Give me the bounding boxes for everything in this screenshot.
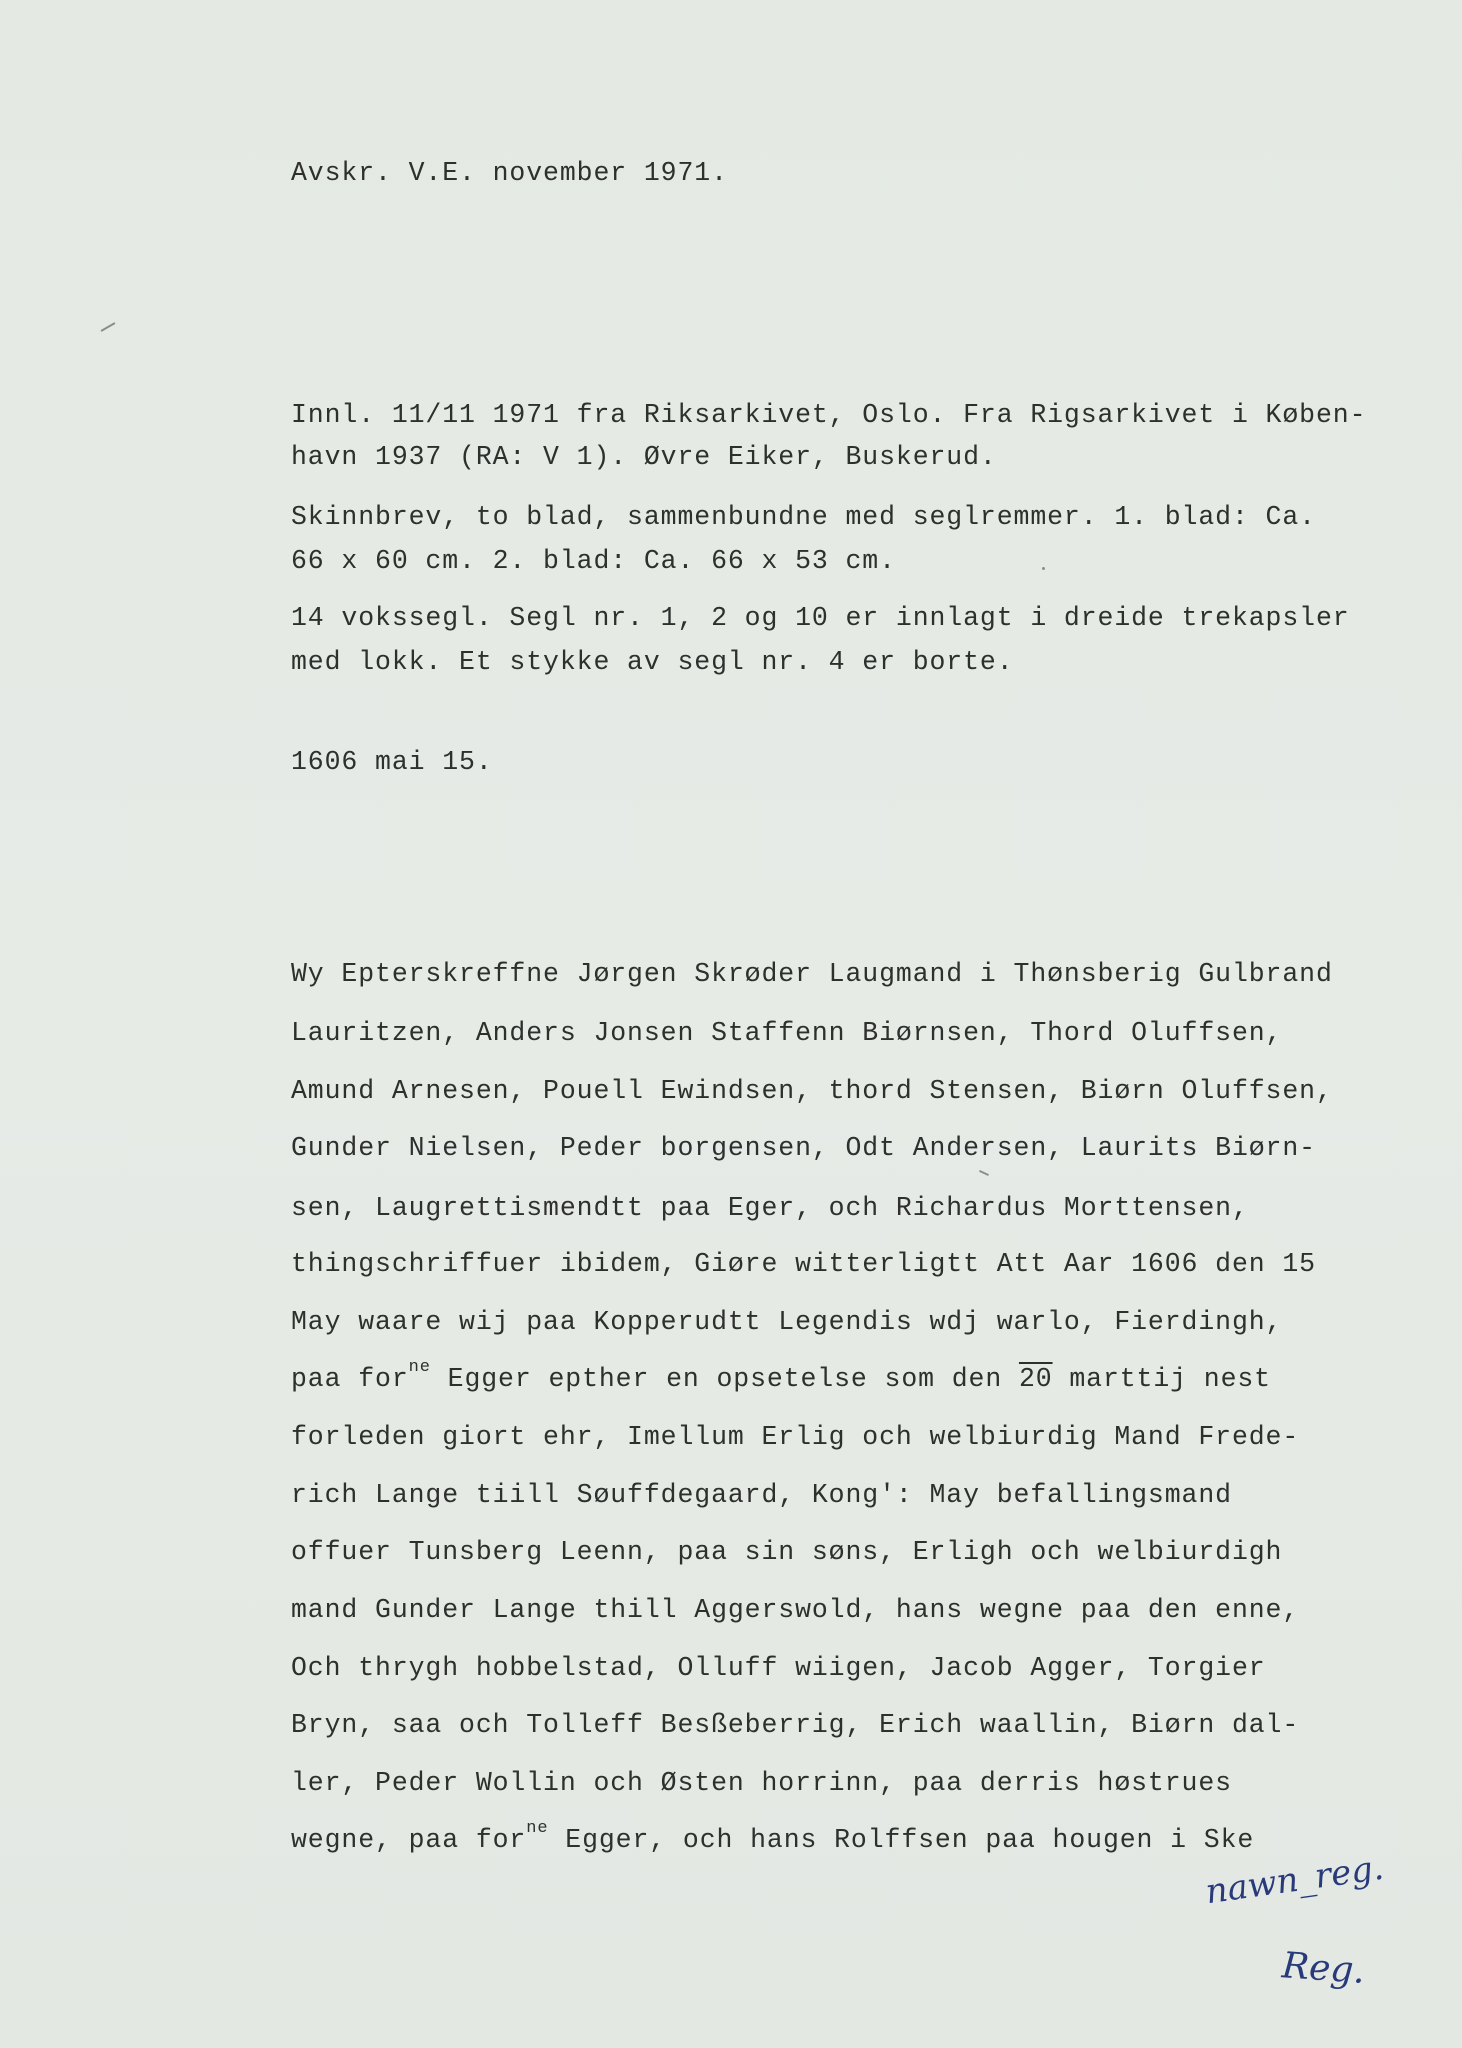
body-line-15: ler, Peder Wollin och Østen horrinn, paa derris høstrues (291, 1768, 1232, 1798)
body-line-1: Wy Epterskreffne Jørgen Skrøder Laugmand i Thønsberig Gulbrand (291, 959, 1333, 989)
body-line-9: forleden giort ehr, Imellum Erlig och welbiurdig Mand Frede- (291, 1422, 1300, 1452)
body-line-5: sen, Laugrettismendtt paa Eger, och Richardus Morttensen, (291, 1193, 1249, 1223)
body-line-16-part-a: wegne, paa for (291, 1825, 527, 1855)
paper-mark (101, 322, 116, 332)
body-line-12: mand Gunder Lange thill Aggerswold, hans wegne paa den enne, (291, 1595, 1300, 1625)
overlined-number: 20 (1018, 1364, 1053, 1394)
handwritten-note-name-register: nawn_reg. (1203, 1847, 1387, 1913)
body-line-7: May waare wij paa Kopperudtt Legendis wdj warlo, Fierdingh, (291, 1307, 1283, 1337)
body-line-2: Lauritzen, Anders Jonsen Staffenn Biørnsen, Thord Oluffsen, (291, 1018, 1283, 1048)
body-line-4: Gunder Nielsen, Peder borgensen, Odt Andersen, Laurits Biørn- (291, 1133, 1316, 1163)
body-line-3: Amund Arnesen, Pouell Ewindsen, thord Stensen, Biørn Oluffsen, (291, 1076, 1333, 1106)
material-line-2: 66 x 60 cm. 2. blad: Ca. 66 x 53 cm. (291, 546, 896, 576)
paper-speck (1042, 567, 1045, 570)
body-line-8-part-b: Egger epther en opsetelse som den (430, 1364, 1019, 1394)
seals-line-2: med lokk. Et stykke av segl nr. 4 er borte. (291, 647, 1014, 677)
body-line-14: Bryn, saa och Tolleff Besßeberrig, Erich waallin, Biørn dal- (291, 1710, 1300, 1740)
body-line-8-part-c: marttij nest (1052, 1364, 1271, 1394)
superscript-ne: ne (408, 1358, 431, 1377)
material-line-1: Skinnbrev, to blad, sammenbundne med seglremmer. 1. blad: Ca. (291, 502, 1316, 532)
body-line-16 (291, 1819, 1255, 1855)
superscript-ne-2: ne (526, 1819, 549, 1838)
transcription-note: Avskr. V.E. november 1971. (291, 158, 728, 188)
body-line-10: rich Lange tiill Søuffdegaard, Kong': May befallingsmand (291, 1480, 1232, 1510)
body-line-8 (291, 1358, 1271, 1394)
body-line-8-part-a: paa for (291, 1364, 409, 1394)
handwritten-note-register: Reg. (1280, 1945, 1367, 1992)
body-line-6: thingschriffuer ibidem, Giøre witterligtt Att Aar 1606 den 15 (291, 1249, 1316, 1279)
body-line-11: offuer Tunsberg Leenn, paa sin søns, Erligh och welbiurdigh (291, 1537, 1283, 1567)
seals-line-1: 14 vokssegl. Segl nr. 1, 2 og 10 er innlagt i dreide trekapsler (291, 603, 1350, 633)
document-date: 1606 mai 15. (291, 747, 493, 777)
received-line-1: Innl. 11/11 1971 fra Riksarkivet, Oslo. Fra Rigsarkivet i Køben- (291, 400, 1367, 430)
accent-mark (979, 1170, 989, 1176)
body-line-16-part-b: Egger, och hans Rolffsen paa hougen i Ske (548, 1825, 1255, 1855)
body-line-13: Och thrygh hobbelstad, Olluff wiigen, Jacob Agger, Torgier (291, 1653, 1266, 1683)
received-line-2: havn 1937 (RA: V 1). Øvre Eiker, Buskerud. (291, 442, 997, 472)
